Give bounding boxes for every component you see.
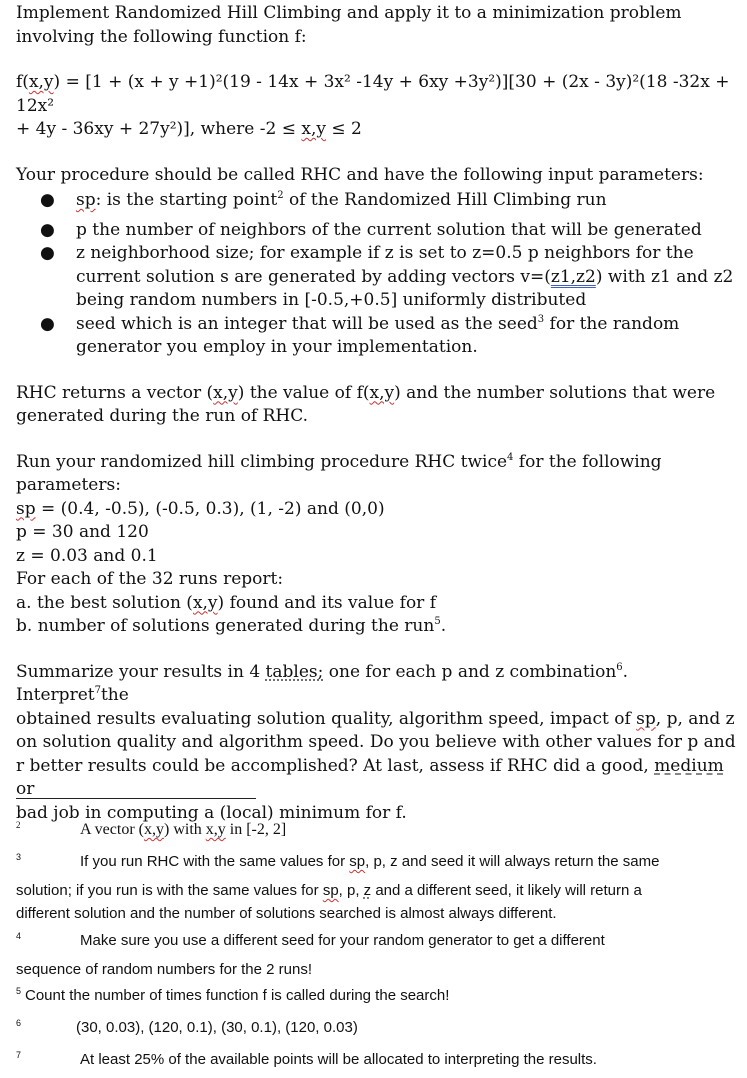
- runs-paragraph: Run your randomized hill climbing procedure RHC twice$^4$ for the following parameters: sp = (0.4, -0.5), (-0.5, 0.3), (1, -2) and (0,0) p = 30 and 120 z = 0.03 and 0.1 For each of the 32 runs report: a. the best solution (x,y) found and its value for f b. number of solutions generated during the run$^5$.: [16, 451, 662, 636]
- footnote-7: 7 At least 25% of the available points will be allocated to interpreting the results.: [16, 1050, 597, 1068]
- bullet-icon: ●: [40, 313, 55, 334]
- footnote-4: 4 Make sure you use a different seed for your random generator to get a different sequence of random numbers for the 2 runs!: [16, 931, 605, 978]
- footnote-2: 2 A vector (x,y) with x,y in [-2, 2]: [16, 820, 287, 838]
- footnote-6: 6 (30, 0.03), (120, 0.1), (30, 0.1), (120, 0.03): [16, 1018, 358, 1036]
- assignment-document: [16, 2, 736, 825]
- summary-paragraph: Summarize your results in 4 tables; one for each p and z combination$^6$. Interpret$^7$the obtained results evaluating solution quality, algorithm speed, impact of sp, p, and z on solution quality and algorithm speed. Do you believe with other values for p and r better results could be accomplished? At last, assess if RHC did a good, medium or bad job in computing a (local) minimum for f.: [16, 661, 736, 823]
- footnote-5: 5 Count the number of times function f is called during the search!: [16, 986, 450, 1004]
- bullet-icon: ●: [40, 243, 55, 263]
- list-item-seed: ● seed which is an integer that will be used as the seed$^3$ for the random generator you employ in your implementation.: [40, 313, 680, 357]
- footnote-3: 3 If you run RHC with the same values for sp, p, z and seed it will always return the same solution; if you run is with the same values for sp, p, z and a different seed, it likely will return a different solution and the number of solutions searched is almost always different.: [16, 852, 660, 922]
- parameter-list: [16, 189, 736, 360]
- bullet-icon: ●: [40, 219, 55, 240]
- bullet-icon: ●: [40, 190, 55, 210]
- footnote-separator: [16, 798, 256, 799]
- list-item-p: ● p the number of neighbors of the current solution that will be generated: [16, 219, 736, 243]
- list-item-sp: ● sp: is the starting point$^2$ of the Randomized Hill Climbing run: [16, 189, 736, 213]
- returns-paragraph: RHC returns a vector (x,y) the value of f(x,y) and the number solutions that were generated during the run of RHC.: [16, 382, 716, 426]
- procedure-intro: Your procedure should be called RHC and have the following input parameters:: [16, 164, 704, 185]
- intro-paragraph: Implement Randomized Hill Climbing and apply it to a minimization problem involving the following function f:: [16, 3, 682, 47]
- function-definition: f(x,y) = [1 + (x + y +1)²(19 - 14x + 3x² -14y + 6xy +3y²)][30 + (2x - 3y)²(18 -32x + 12x² + 4y - 36xy + 27y²)], where -2 ≤ x,y ≤ 2: [16, 72, 730, 139]
- list-item-z: ● z neighborhood size; for example if z is set to z=0.5 p neighbors for the current solution s are generated by adding vectors v=(z1,z2) with z1 and z2 being random numbers in [-0.5,+0.5] uniformly distributed: [40, 243, 734, 310]
